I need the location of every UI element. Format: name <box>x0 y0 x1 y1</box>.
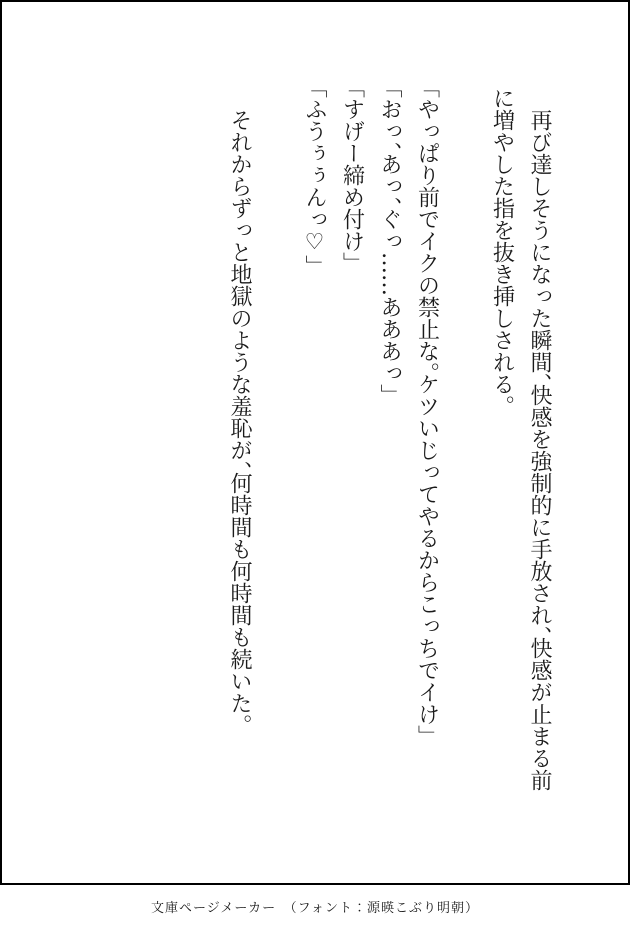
page-text <box>221 87 559 802</box>
dialogue-line-1: 「やっぱり前でイクの禁止な。ケツいじってやるからこっちでイけ」 <box>414 87 440 736</box>
dialogue-line-2: 「おっ、あっ、ぐっ……あああっ」 <box>377 87 402 395</box>
paragraph-narration-1: 再び達しそうになった瞬間、快感を強制的に手放され、快感が止まる前に増やした指を抜き挿しされる。 <box>489 87 552 791</box>
dialogue-line-4: 「ふうぅぅんっ♡」 <box>302 87 327 266</box>
blank-line-1 <box>446 87 484 802</box>
blank-line-2 <box>258 87 296 802</box>
dialogue-line-3: 「すげー締め付け」 <box>339 87 365 263</box>
footer-caption: 文庫ページメーカー （フォント：源暎こぶり明朝） <box>0 885 630 928</box>
paragraph-narration-2: それからずっと地獄のような羞恥が、何時間も何時間も続いた。 <box>227 109 252 725</box>
